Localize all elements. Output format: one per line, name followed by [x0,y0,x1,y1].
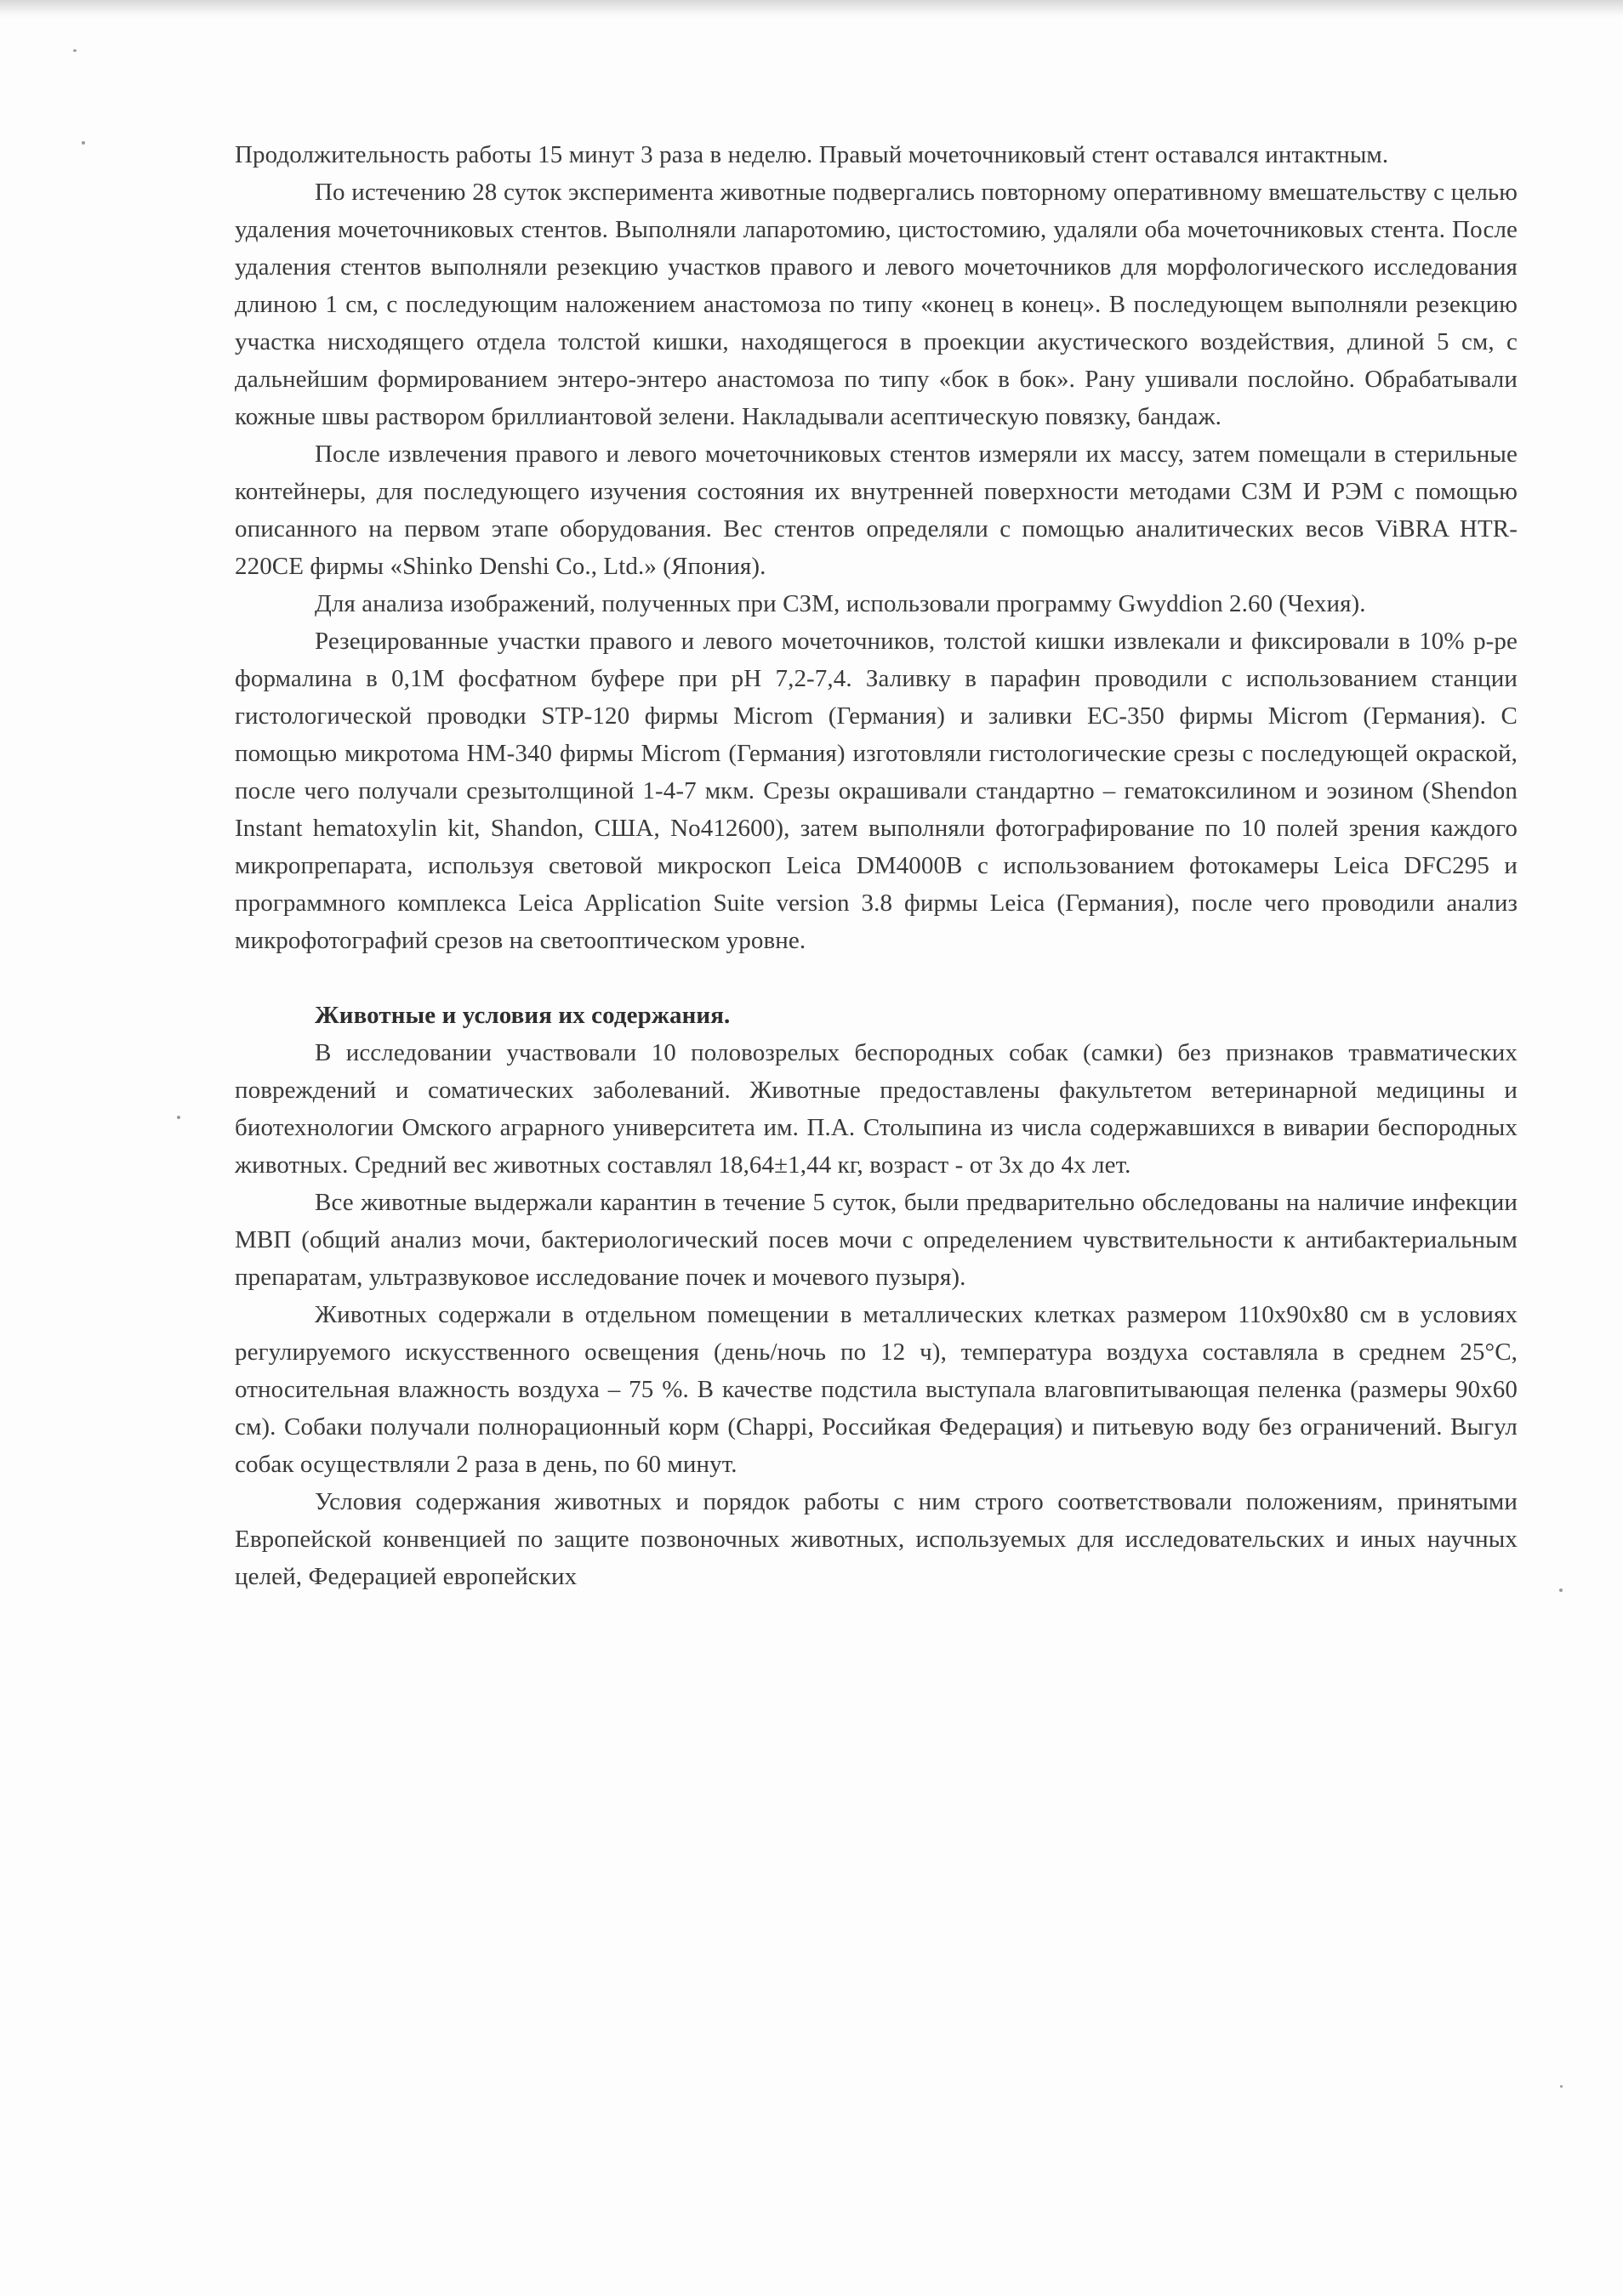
scan-speck [73,49,77,52]
paragraph: По истечению 28 суток эксперимента животные подвергались повторному оперативному вмешательству с целью удаления мочеточниковых стентов. Выполняли лапаротомию, цистостомию, удаляли оба мочеточниковых стента. После удаления стентов выполняли резекцию участков правого и левого мочеточников для морфологического исследования длиною 1 см, с последующим наложением анастомоза по типу «конец в конец». В последующем выполняли резекцию участка нисходящего отдела толстой кишки, находящегося в проекции акустического воздействия, длиной 5 см, с дальнейшим формированием энтеро-энтеро анастомоза по типу «бок в бок». Рану ушивали послойно. Обрабатывали кожные швы раствором бриллиантовой зелени. Накладывали асептическую повязку, бандаж. [235,179,1518,430]
scan-speck [1560,2085,1563,2088]
paragraph: Продолжительность работы 15 минут 3 раза в неделю. Правый мочеточниковый стент оставался интактным. [235,141,1389,168]
paragraph: Все животные выдержали карантин в течение 5 суток, были предварительно обследованы на наличие инфекции МВП (общий анализ мочи, бактериологический посев мочи с определением чувствительности к антибактериальным препаратам, ультразвуковое исследование почек и мочевого пузыря). [235,1189,1518,1291]
paragraph: В исследовании участвовали 10 половозрелых беспородных собак (самки) без признаков травматических повреждений и соматических заболеваний. Животные предоставлены факультетом ветеринарной медицины и биотехнологии Омского аграрного университета им. П.А. Столыпина из числа содержавшихся в виварии беспородных животных. Средний вес животных составлял 18,64±1,44 кг, возраст - от 3х до 4х лет. [235,1039,1518,1179]
document-body [235,136,1518,1595]
scan-edge-shadow [0,0,1623,19]
paragraph: Условия содержания животных и порядок работы с ним строго соответствовали положениям, принятыми Европейской конвенцией по защите позвоночных животных, используемых для исследовательских и иных научных целей, Федерацией европейских [235,1488,1518,1590]
scan-speck [1559,1588,1563,1592]
scan-speck [82,141,85,145]
paragraph: Животных содержали в отдельном помещении в металлических клетках размером 110х90х80 см в условиях регулируемого искусственного освещения (день/ночь по 12 ч), температура воздуха составляла в среднем 25°С, относительная влажность воздуха – 75 %. В качестве подстила выступала влаговпитывающая пеленка (размеры 90х60 см). Собаки получали полнорационный корм (Chappi, Российкая Федерация) и питьевую воду без ограничений. Выгул собак осуществляли 2 раза в день, по 60 минут. [235,1301,1518,1478]
section-spacer [235,959,1518,997]
paragraph: Резецированные участки правого и левого мочеточников, толстой кишки извлекали и фиксировали в 10% р-ре формалина в 0,1М фосфатном буфере при pH 7,2-7,4. Заливку в парафин проводили с использованием станции гистологической проводки STP-120 фирмы Microm (Германия) и заливки EC-350 фирмы Microm (Германия). С помощью микротома HM-340 фирмы Microm (Германия) изготовляли гистологические срезы с последующей окраской, после чего получали срезытолщиной 1-4-7 мкм. Срезы окрашивали стандартно – гематоксилином и эозином (Shendon Instant hematoxylin kit, Shandon, США, No412600), затем выполняли фотографирование по 10 полей зрения каждого микропрепарата, используя световой микроскоп Leica DM4000B с использованием фотокамеры Leica DFC295 и программного комплекса Leica Application Suite version 3.8 фирмы Leica (Германия), после чего проводили анализ микрофотографий срезов на светооптическом уровне. [235,628,1518,954]
paragraph: После извлечения правого и левого мочеточниковых стентов измеряли их массу, затем помещали в стерильные контейнеры, для последующего изучения состояния их внутренней поверхности методами СЗМ И РЭМ с помощью описанного на первом этапе оборудования. Вес стентов определяли с помощью аналитических весов ViBRA HTR-220CE фирмы «Shinko Denshi Co., Ltd.» (Япония). [235,440,1518,580]
paragraph: Для анализа изображений, полученных при СЗМ, использовали программу Gwyddion 2.60 (Чехия). [315,590,1366,617]
section-heading: Животные и условия их содержания. [315,1002,731,1029]
scan-speck [177,1116,180,1119]
